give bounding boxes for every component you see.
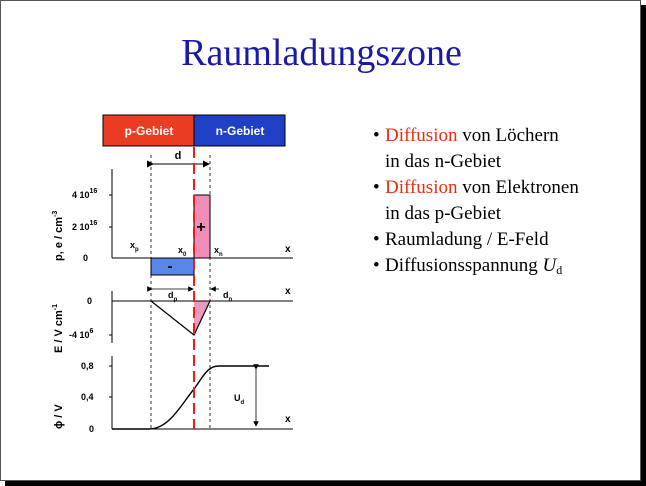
bullet-text: von Löchern xyxy=(457,125,559,146)
density-xp-label: $x_p$ xyxy=(130,240,139,253)
efield-plot xyxy=(52,286,293,353)
n-region-label: n-Gebiet xyxy=(215,124,265,138)
bullet-text: Raumladung / E-Feld xyxy=(385,229,549,250)
bullet-item xyxy=(373,253,579,279)
bullet-item xyxy=(373,123,579,175)
bullet-text-line2: in das n-Gebiet xyxy=(385,151,502,172)
symbol-u: U xyxy=(542,255,557,276)
minus-sign: - xyxy=(167,258,173,275)
bullet-item xyxy=(373,175,579,227)
efield-tick-label-0: 0 xyxy=(87,296,93,306)
ud-label: $U_d$ xyxy=(234,393,245,406)
highlight-text: Diffusion xyxy=(385,125,458,146)
negative-charge-block xyxy=(151,258,194,275)
efield-y-axis-label: E / V $cm^{-1}$ xyxy=(52,303,65,353)
potential-tick-label-04: 0,4 xyxy=(81,392,94,402)
slide-shadow-bottom xyxy=(5,481,646,486)
potential-curve xyxy=(112,366,269,429)
density-plot xyxy=(52,169,293,275)
density-x-label: x xyxy=(285,244,291,255)
density-x0-label: $x_0$ xyxy=(178,245,187,258)
density-tick-label-0: 0 xyxy=(83,253,89,263)
potential-tick-label-0: 0 xyxy=(89,424,95,434)
bullet-text: Diffusionsspannung xyxy=(385,255,543,276)
slide-title: Raumladungszone xyxy=(181,32,462,74)
density-xn-label: $x_n$ xyxy=(214,245,223,258)
dn-label: $d_n$ xyxy=(223,290,233,303)
density-tick-label-4e16: 4 $10^{16}$ xyxy=(72,188,98,200)
efield-tick-label-min: -4 $10^6$ xyxy=(69,328,94,340)
d-dimension-label: d xyxy=(174,150,182,162)
density-y-axis-label: p, e / $cm^{-3}$ xyxy=(52,210,65,261)
bullet-item xyxy=(373,227,579,253)
potential-x-label: x xyxy=(285,414,291,425)
pn-junction-figure xyxy=(41,111,341,451)
bullet-text-line2: in das p-Gebiet xyxy=(385,203,502,224)
potential-plot xyxy=(53,356,293,434)
bullet-text: von Elektronen xyxy=(457,177,579,198)
p-region-label: p-Gebiet xyxy=(124,124,174,138)
slide-shadow-right xyxy=(641,5,646,486)
plus-sign: + xyxy=(196,219,206,236)
potential-y-axis-label: ϕ / V xyxy=(53,404,65,429)
highlight-text: Diffusion xyxy=(385,177,458,198)
dp-label: $d_p$ xyxy=(168,290,178,303)
density-tick-label-2e16: 2 $10^{16}$ xyxy=(72,220,98,232)
potential-tick-label-08: 0,8 xyxy=(81,361,94,371)
symbol-sub: d xyxy=(556,263,563,277)
bullet-list xyxy=(373,123,579,279)
efield-x-label: x xyxy=(285,286,291,297)
